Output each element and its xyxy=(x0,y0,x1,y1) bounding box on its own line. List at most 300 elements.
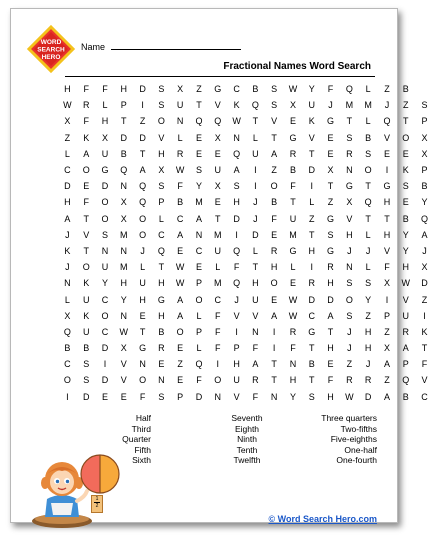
grid-letter: H xyxy=(270,262,278,273)
grid-letter: T xyxy=(384,213,390,224)
grid-letter: T xyxy=(365,213,371,224)
grid-letter: Z xyxy=(271,165,277,176)
grid-row xyxy=(58,243,434,259)
grid-letter: L xyxy=(365,116,371,127)
grid-letter: L xyxy=(140,262,146,273)
grid-letter: A xyxy=(421,229,428,240)
grid-letter: E xyxy=(327,359,334,370)
grid-letter: H xyxy=(364,326,372,337)
grid-letter: F xyxy=(233,262,240,273)
grid-letter: M xyxy=(345,100,354,111)
grid-letter: G xyxy=(327,116,335,127)
grid-letter: L xyxy=(196,343,202,354)
grid-letter: H xyxy=(252,278,259,289)
grid-letter: V xyxy=(252,310,259,321)
grid-letter: P xyxy=(120,100,127,111)
grid-letter: Q xyxy=(157,245,165,256)
grid-letter: J xyxy=(384,100,390,111)
grid-letter: S xyxy=(83,375,90,386)
grid-letter: E xyxy=(214,197,221,208)
grid-letter: O xyxy=(139,229,147,240)
grid-letter: X xyxy=(120,343,127,354)
grid-letter: H xyxy=(64,84,71,95)
grid-letter: U xyxy=(308,100,315,111)
name-label: Name xyxy=(81,42,106,52)
grid-letter: J xyxy=(65,229,70,240)
grid-letter: H xyxy=(233,197,240,208)
grid-letter: H xyxy=(139,294,146,305)
logo-text-line: SEARCH xyxy=(37,46,65,54)
grid-letter: C xyxy=(308,310,315,321)
grid-letter: D xyxy=(327,294,334,305)
grid-letter: X xyxy=(421,262,428,273)
grid-letter: A xyxy=(233,165,240,176)
grid-letter: A xyxy=(177,229,184,240)
grid-letter: D xyxy=(64,181,71,192)
grid-letter: H xyxy=(101,116,109,127)
word-list-column-3 xyxy=(297,413,377,466)
grid-letter: H xyxy=(158,310,165,321)
grid-letter: E xyxy=(83,181,90,192)
grid-letter: B xyxy=(365,132,372,143)
word-search-hero-logo xyxy=(28,26,74,72)
grid-letter: I xyxy=(254,165,257,176)
grid-letter: X xyxy=(383,343,390,354)
grid-letter: U xyxy=(214,245,222,256)
grid-letter: U xyxy=(402,310,409,321)
grid-letter: Y xyxy=(101,278,108,289)
word-list-item: Ninth xyxy=(237,434,257,445)
title-divider xyxy=(65,76,375,77)
grid-letter: I xyxy=(66,391,69,402)
grid-letter: L xyxy=(215,262,221,273)
grid-letter: S xyxy=(158,181,165,192)
grid-letter: N xyxy=(176,116,184,127)
grid-letter: S xyxy=(346,132,353,143)
grid-letter: H xyxy=(327,278,334,289)
grid-letter: E xyxy=(402,197,409,208)
grid-letter: R xyxy=(327,262,334,273)
grid-letter: N xyxy=(346,165,353,176)
grid-letter: B xyxy=(308,359,315,370)
grid-letter: A xyxy=(177,310,184,321)
grid-letter: Q xyxy=(139,181,147,192)
grid-letter: A xyxy=(83,148,90,159)
grid-letter: F xyxy=(215,343,221,354)
grid-letter: L xyxy=(365,84,371,95)
grid-letter: R xyxy=(402,326,409,337)
grid-letter: Y xyxy=(308,84,315,95)
grid-letter: S xyxy=(402,181,409,192)
grid-letter: E xyxy=(383,148,390,159)
grid-letter: W xyxy=(288,84,298,95)
grid-letter: V xyxy=(271,116,278,127)
grid-letter: T xyxy=(421,343,428,354)
grid-row xyxy=(58,356,434,372)
grid-letter: W xyxy=(63,100,72,111)
grid-letter: O xyxy=(176,326,184,337)
grid-letter: T xyxy=(252,262,259,273)
grid-letter: H xyxy=(383,229,391,240)
grid-letter: F xyxy=(290,181,296,192)
grid-letter: L xyxy=(290,262,296,273)
grid-letter: W xyxy=(401,278,410,289)
grid-letter: S xyxy=(271,84,278,95)
grid-letter: V xyxy=(421,375,428,386)
grid-letter: X xyxy=(346,197,353,208)
logo-text-line: HERO xyxy=(41,54,61,61)
grid-letter: S xyxy=(158,84,165,95)
grid-letter: A xyxy=(252,359,259,370)
grid-letter: P xyxy=(195,326,202,337)
grid-letter: A xyxy=(327,310,334,321)
grid-letter: V xyxy=(346,213,353,224)
grid-letter: S xyxy=(101,229,108,240)
grid-letter: G xyxy=(157,294,165,305)
grid-letter: U xyxy=(214,165,222,176)
grid-letter: M xyxy=(289,229,297,240)
grid-letter: D xyxy=(364,391,372,402)
grid-letter: Q xyxy=(63,326,71,337)
grid-letter: S xyxy=(233,181,240,192)
grid-letter: N xyxy=(120,245,128,256)
grid-letter: T xyxy=(290,197,296,208)
grid-letter: G xyxy=(327,245,335,256)
grid-letter: M xyxy=(120,229,128,240)
grid-row xyxy=(58,81,434,97)
grid-letter: J xyxy=(422,245,427,256)
grid-letter: G xyxy=(289,132,297,143)
grid-letter: P xyxy=(233,343,240,354)
grid-letter: G xyxy=(139,343,147,354)
grid-letter: Z xyxy=(327,197,334,208)
grid-letter: U xyxy=(252,294,259,305)
grid-letter: R xyxy=(252,375,259,386)
grid-letter: T xyxy=(309,375,315,386)
grid-letter: O xyxy=(195,294,203,305)
grid-letter: V xyxy=(83,229,90,240)
grid-letter: L xyxy=(365,262,371,273)
grid-letter: S xyxy=(365,278,372,289)
grid-letter: W xyxy=(232,116,241,127)
grid-letter: M xyxy=(120,262,128,273)
grid-letter: T xyxy=(158,262,165,273)
grid-letter: C xyxy=(421,391,428,402)
grid-letter: E xyxy=(289,116,296,127)
grid-letter: B xyxy=(289,165,296,176)
grid-letter: A xyxy=(402,343,409,354)
grid-letter: I xyxy=(254,181,257,192)
grid-letter: D xyxy=(308,294,315,305)
grid-letter: W xyxy=(175,262,185,273)
grid-letter: Y xyxy=(195,181,202,192)
grid-letter: Z xyxy=(384,84,390,95)
page-title: Fractional Names Word Search xyxy=(223,61,371,72)
grid-letter: D xyxy=(101,375,109,386)
grid-letter: C xyxy=(101,326,109,337)
grid-letter: P xyxy=(421,116,428,127)
grid-letter: T xyxy=(309,343,315,354)
grid-letter: E xyxy=(195,132,202,143)
grid-letter: X xyxy=(101,132,108,143)
grid-letter: Z xyxy=(384,375,390,386)
grid-letter: T xyxy=(196,100,202,111)
grid-letter: Q xyxy=(233,278,241,289)
grid-letter: R xyxy=(82,100,90,111)
grid-letter: D xyxy=(308,165,315,176)
fraction-card xyxy=(91,495,103,513)
grid-letter: F xyxy=(327,375,334,386)
grid-row xyxy=(58,227,434,243)
grid-letter: Z xyxy=(139,116,146,127)
grid-letter: E xyxy=(158,359,165,370)
grid-letter: X xyxy=(177,84,184,95)
grid-letter: Q xyxy=(233,148,241,159)
grid-letter: O xyxy=(345,294,353,305)
grid-letter: U xyxy=(101,148,109,159)
grid-letter: E xyxy=(139,310,146,321)
grid-letter: M xyxy=(214,229,222,240)
grid-letter: Z xyxy=(421,294,428,305)
grid-letter: B xyxy=(402,213,409,224)
grid-letter: T xyxy=(121,116,127,127)
grid-letter: U xyxy=(139,278,146,289)
grid-letter: J xyxy=(347,326,352,337)
grid-letter: J xyxy=(253,213,258,224)
grid-letter: R xyxy=(176,148,184,159)
grid-letter: E xyxy=(271,229,278,240)
grid-letter: Z xyxy=(402,100,409,111)
grid-letter: I xyxy=(385,165,389,176)
grid-letter: O xyxy=(214,375,222,386)
grid-letter: P xyxy=(177,391,184,402)
grid-row xyxy=(58,275,434,291)
grid-letter: Y xyxy=(402,245,409,256)
word-list-item: Third xyxy=(131,423,151,434)
grid-letter: J xyxy=(328,100,333,111)
grid-letter: C xyxy=(233,84,240,95)
grid-letter: L xyxy=(309,197,315,208)
grid-letter: E xyxy=(177,343,184,354)
grid-letter: E xyxy=(195,148,202,159)
grid-row xyxy=(58,178,434,194)
grid-letter: X xyxy=(158,165,165,176)
word-list-item: Twelfth xyxy=(233,455,261,466)
word-list-item: Quarter xyxy=(122,434,151,445)
grid-letter: Z xyxy=(64,132,71,143)
grid-letter: J xyxy=(365,359,371,370)
grid-letter: O xyxy=(101,213,109,224)
grid-letter: S xyxy=(158,100,165,111)
grid-letter: U xyxy=(233,375,240,386)
grid-letter: O xyxy=(139,375,147,386)
grid-letter: N xyxy=(101,245,109,256)
grid-letter: U xyxy=(252,148,259,159)
grid-letter: Q xyxy=(402,375,410,386)
grid-letter: W xyxy=(345,391,354,402)
grid-letter: S xyxy=(308,391,315,402)
grid-row xyxy=(58,372,434,388)
grid-letter: E xyxy=(120,391,127,402)
grid-letter: Y xyxy=(402,229,409,240)
grid-letter: P xyxy=(158,197,165,208)
grid-letter: A xyxy=(195,213,202,224)
grid-letter: Q xyxy=(421,213,429,224)
grid-letter: H xyxy=(120,278,128,289)
grid-letter: F xyxy=(215,326,221,337)
grid-letter: V xyxy=(308,132,315,143)
grid-letter: A xyxy=(271,310,278,321)
word-list-column-2 xyxy=(207,413,287,466)
grid-letter: Q xyxy=(383,116,391,127)
grid-letter: M xyxy=(195,197,203,208)
grid-row xyxy=(58,211,434,227)
grid-letter: B xyxy=(64,343,71,354)
grid-letter: C xyxy=(214,294,222,305)
grid-row xyxy=(58,308,434,324)
grid-letter: Y xyxy=(289,391,296,402)
grid-letter: V xyxy=(158,132,165,143)
grid-row xyxy=(58,259,434,275)
grid-letter: G xyxy=(345,181,353,192)
grid-letter: P xyxy=(195,278,202,289)
grid-letter: B xyxy=(252,84,259,95)
grid-letter: F xyxy=(196,375,202,386)
word-list-item: Eighth xyxy=(234,423,260,434)
word-list-item: Fifth xyxy=(134,444,151,455)
grid-letter: V xyxy=(383,132,390,143)
grid-letter: I xyxy=(423,310,426,321)
grid-letter: C xyxy=(64,165,71,176)
grid-letter: R xyxy=(158,343,165,354)
grid-letter: T xyxy=(271,132,277,143)
grid-letter: I xyxy=(272,343,276,354)
grid-letter: X xyxy=(214,132,221,143)
grid-letter: D xyxy=(233,213,240,224)
grid-letter: S xyxy=(327,229,334,240)
grid-letter: N xyxy=(195,229,203,240)
grid-letter: D xyxy=(101,343,109,354)
grid-letter: Q xyxy=(364,197,372,208)
grid-letter: C xyxy=(101,294,109,305)
grid-letter: X xyxy=(214,181,221,192)
grid-letter: S xyxy=(421,100,428,111)
grid-letter: H xyxy=(64,197,71,208)
grid-letter: D xyxy=(195,391,203,402)
grid-letter: J xyxy=(234,294,239,305)
grid-letter: O xyxy=(82,165,90,176)
grid-letter: F xyxy=(83,84,89,95)
grid-letter: K xyxy=(402,165,409,176)
grid-row xyxy=(58,146,434,162)
grid-row xyxy=(58,389,434,405)
grid-letter: J xyxy=(365,245,371,256)
grid-letter: Q xyxy=(195,359,203,370)
grid-letter: I xyxy=(385,294,389,305)
grid-letter: B xyxy=(120,148,127,159)
grid-letter: N xyxy=(139,359,146,370)
grid-letter: H xyxy=(233,359,240,370)
grid-letter: Y xyxy=(120,294,127,305)
grid-letter: E xyxy=(101,391,108,402)
grid-letter: E xyxy=(177,375,184,386)
grid-row xyxy=(58,194,434,210)
word-list-item: Tenth xyxy=(236,444,258,455)
grid-letter: Z xyxy=(309,213,315,224)
grid-letter: H xyxy=(158,278,165,289)
grid-letter: H xyxy=(120,84,128,95)
grid-letter: C xyxy=(176,213,184,224)
grid-letter: D xyxy=(421,278,428,289)
grid-letter: U xyxy=(82,326,90,337)
grid-letter: S xyxy=(271,100,278,111)
grid-letter: T xyxy=(83,245,89,256)
grid-letter: K xyxy=(308,116,315,127)
grid-letter: A xyxy=(64,213,71,224)
grid-letter: L xyxy=(177,132,183,143)
grid-letter: K xyxy=(83,132,90,143)
grid-letter: N xyxy=(120,310,128,321)
grid-letter: R xyxy=(308,278,315,289)
grid-letter: F xyxy=(83,197,89,208)
grid-letter: L xyxy=(196,310,202,321)
grid-letter: N xyxy=(252,326,259,337)
grid-letter: N xyxy=(233,132,240,143)
grid-letter: B xyxy=(83,343,90,354)
grid-letter: U xyxy=(101,262,109,273)
grid-letter: P xyxy=(421,165,428,176)
grid-row xyxy=(58,162,434,178)
grid-letter: J xyxy=(65,262,70,273)
grid-letter: W xyxy=(175,278,185,289)
grid-letter: E xyxy=(214,148,221,159)
grid-letter: G xyxy=(289,245,297,256)
grid-letter: Z xyxy=(384,326,390,337)
grid-letter: I xyxy=(103,359,107,370)
grid-letter: T xyxy=(346,116,353,127)
grid-letter: C xyxy=(64,359,71,370)
grid-letter: S xyxy=(346,278,353,289)
grid-letter: T xyxy=(309,229,315,240)
word-list-item: One-half xyxy=(344,444,377,455)
grid-letter: E xyxy=(327,148,334,159)
grid-letter: G xyxy=(327,213,335,224)
copyright-link[interactable]: © Word Search Hero.com xyxy=(268,514,377,524)
grid-letter: E xyxy=(402,148,409,159)
word-list-item: Sixth xyxy=(132,455,151,466)
grid-letter: L xyxy=(64,148,70,159)
grid-letter: B xyxy=(402,84,409,95)
grid-letter: D xyxy=(82,391,90,402)
grid-letter: F xyxy=(102,84,108,95)
grid-letter: R xyxy=(346,148,353,159)
grid-letter: V xyxy=(120,375,127,386)
grid-letter: Q xyxy=(345,84,353,95)
grid-letter: H xyxy=(383,197,391,208)
grid-letter: Q xyxy=(120,165,128,176)
grid-letter: H xyxy=(327,343,334,354)
grid-letter: T xyxy=(327,181,334,192)
grid-letter: I xyxy=(216,359,220,370)
grid-letter: F xyxy=(384,262,390,273)
grid-letter: D xyxy=(139,132,146,143)
grid-letter: F xyxy=(139,391,146,402)
grid-letter: J xyxy=(347,343,352,354)
grid-letter: X xyxy=(64,116,71,127)
grid-letter: I xyxy=(235,326,238,337)
grid-letter: T xyxy=(252,116,259,127)
grid-letter: B xyxy=(177,197,184,208)
